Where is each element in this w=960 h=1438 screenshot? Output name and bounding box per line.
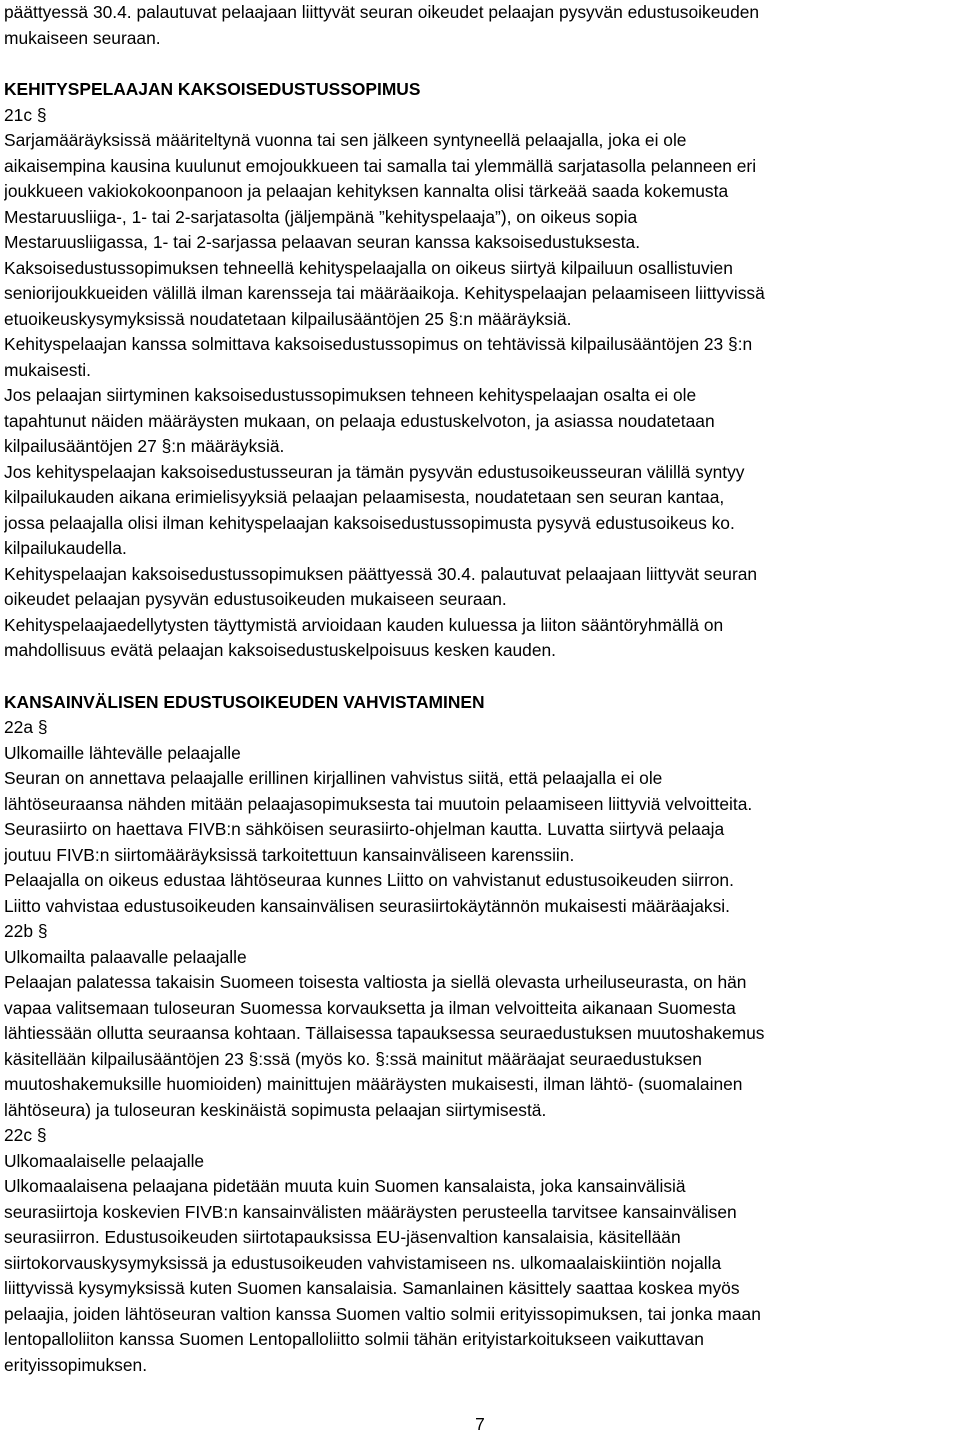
text-line: joutuu FIVB:n siirtomääräyksissä tarkoitettuun kansainväliseen karenssiin. bbox=[4, 844, 575, 865]
text-line: kilpailukaudella. bbox=[4, 538, 127, 558]
text-line: 21c § bbox=[4, 104, 47, 125]
text-line: siirtokorvauskysymyksissä ja edustusoikeuden vahvistamiseen ns. ulkomaalaiskiintiön nojalla bbox=[4, 1252, 722, 1273]
text-line: kilpailukauden aikana erimielisyyksiä pelaajan pelaamisesta, noudatetaan sen seuran kantaa, bbox=[4, 487, 725, 507]
text-line: seniorijoukkueiden välillä ilman karensseja tai määräaikoja. Kehityspelaajan pelaamiseen liittyvissä bbox=[4, 283, 765, 303]
text-line: kilpailusääntöjen 27 §:n määräyksiä. bbox=[4, 436, 285, 456]
text-line: vapaa valitsemaan tuloseuran Suomessa korvauksetta ja ilman velvoitteita aikanaan Suomesta bbox=[4, 997, 736, 1018]
text-line: 22a § bbox=[4, 717, 48, 737]
text-line: pelaajia, joiden lähtöseuran valtion kanssa Suomen valtio solmii erityissopimuksen, tai jonka maan bbox=[4, 1303, 761, 1324]
text-line: seurasiirtoja koskevien FIVB:n kansainvälisten määräysten perusteella tarvitsee kansainvälisen bbox=[4, 1201, 737, 1222]
text-line: Ulkomaalaisena pelaajana pidetään muuta kuin Suomen kansalaista, joka kansainvälisiä bbox=[4, 1176, 686, 1196]
text-line: lähtöseura) ja tuloseuran keskinäistä sopimusta pelaajan siirtymisestä. bbox=[4, 1099, 547, 1120]
section-kehityspelaaja bbox=[4, 77, 960, 664]
text-line: Ulkomailta palaavalle pelaajalle bbox=[4, 946, 247, 967]
text-line: mahdollisuus evätä pelaajan kaksoisedustuskelpoisuus kesken kauden. bbox=[4, 640, 557, 660]
text-line: joukkueen vakiokokoonpanoon ja pelaajan kehityksen kannalta olisi tärkeää saada kokemusta bbox=[4, 181, 729, 201]
text-line: Kehityspelaajan kanssa solmittava kaksoisedustussopimus on tehtävissä kilpailusääntöjen 23 §:n bbox=[4, 334, 753, 354]
text-line: Kehityspelaajan kaksoisedustussopimuksen päättyessä 30.4. palautuvat pelaajaan liittyvät seuran bbox=[4, 563, 758, 584]
text-line: seurasiirron. Edustusoikeuden siirtotapauksissa EU-jäsenvaltion kansalaisia, käsitellään bbox=[4, 1227, 681, 1247]
text-line: Jos pelaajan siirtyminen kaksoisedustussopimuksen tehneen kehityspelaajan osalta ei ole bbox=[4, 385, 697, 405]
text-line: lähtiessään ollutta seuraansa kohtaan. Tällaisessa tapauksessa seuraedustuksen muutoshakemus bbox=[4, 1023, 765, 1043]
text-line: lähtöseuraansa nähden mitään pelaajasopimuksesta tai muutoin pelaamiseen liittyviä velvoitteita. bbox=[4, 793, 753, 814]
text-line: Ulkomaille lähtevälle pelaajalle bbox=[4, 742, 241, 763]
text-line: etuoikeuskysymyksissä noudatetaan kilpailusääntöjen 25 §:n määräyksiä. bbox=[4, 308, 572, 329]
text-line: liittyvissä kysymyksissä kuten Suomen kansalaisia. Samanlainen käsittely saattaa koskea myös bbox=[4, 1278, 740, 1298]
text-line: oikeudet pelaajan pysyvän edustusoikeuden mukaiseen seuraan. bbox=[4, 589, 507, 609]
text-line: Ulkomaalaiselle pelaajalle bbox=[4, 1150, 205, 1171]
page-number: 7 bbox=[475, 1414, 485, 1434]
text-line: muutoshakemuksille huomioiden) mainittujen määräysten mukaisesti, ilman lähtö- (suomalainen bbox=[4, 1074, 743, 1094]
text-line: Seuran on annettava pelaajalle erillinen kirjallinen vahvistus siitä, että pelaajalla ei ole bbox=[4, 768, 663, 788]
text-line: aikaisempina kausina kuulunut emojoukkueen tai samalla tai ylemmällä sarjatasolla pelanneen eri bbox=[4, 155, 757, 176]
text-line: mukaisesti. bbox=[4, 359, 91, 380]
text-line: Mestaruusliiga-, 1- tai 2-sarjatasolta (jäljempänä ”kehityspelaaja”), on oikeus sopia bbox=[4, 206, 638, 227]
text-line: jossa pelaajalla olisi ilman kehityspelaajan kaksoisedustussopimusta pysyvä edustusoikeus ko. bbox=[4, 512, 735, 533]
text-line: Liitto vahvistaa edustusoikeuden kansainvälisen seurasiirtokäytännön mukaisesti määräajaksi. bbox=[4, 895, 730, 916]
text-line: käsitellään kilpailusääntöjen 23 §:ssä (myös ko. §:ssä mainitut määräajat seuraedustuksen bbox=[4, 1048, 702, 1069]
section-heading: KEHITYSPELAAJAN KAKSOISEDUSTUSSOPIMUS bbox=[4, 79, 421, 99]
text-line: päättyessä 30.4. palautuvat pelaajaan liittyvät seuran oikeudet pelaajan pysyvän edustusoikeuden bbox=[4, 2, 760, 22]
paragraph-gap bbox=[4, 51, 960, 77]
text-line: 22b § bbox=[4, 921, 48, 941]
document-body bbox=[4, 0, 960, 1378]
text-line: tapahtunut näiden määräysten mukaan, on pelaaja edustuskelvoton, ja asiassa noudatetaan bbox=[4, 410, 715, 431]
text-line: 22c § bbox=[4, 1125, 47, 1145]
text-line: erityissopimuksen. bbox=[4, 1354, 148, 1375]
section-kansainvalinen bbox=[4, 690, 960, 1379]
text-line: Jos kehityspelaajan kaksoisedustusseuran ja tämän pysyvän edustusoikeusseuran välillä syntyy bbox=[4, 461, 745, 482]
text-line: Kehityspelaajaedellytysten täyttymistä arvioidaan kauden kuluessa ja liiton sääntöryhmällä on bbox=[4, 614, 724, 635]
section-lines bbox=[4, 715, 960, 1378]
text-line: mukaiseen seuraan. bbox=[4, 27, 161, 48]
text-line: Pelaajan palatessa takaisin Suomeen toisesta valtiosta ja siellä olevasta urheiluseurasta, on hän bbox=[4, 972, 747, 992]
section-heading: KANSAINVÄLISEN EDUSTUSOIKEUDEN VAHVISTAMINEN bbox=[4, 691, 485, 712]
text-line: Seurasiirto on haettava FIVB:n sähköisen seurasiirto-ohjelman kautta. Luvatta siirtyvä pelaaja bbox=[4, 819, 725, 839]
paragraph-gap bbox=[4, 664, 960, 690]
section-lines bbox=[4, 103, 960, 664]
text-line: Pelaajalla on oikeus edustaa lähtöseuraa kunnes Liitto on vahvistanut edustusoikeuden siirron. bbox=[4, 870, 734, 890]
text-line: Kaksoisedustussopimuksen tehneellä kehityspelaajalla on oikeus siirtyä kilpailuun osallistuvien bbox=[4, 257, 733, 278]
text-line: lentopalloliiton kanssa Suomen Lentopalloliitto solmii tähän erityistarkoitukseen vaikuttavan bbox=[4, 1329, 704, 1349]
text-line: Mestaruusliigassa, 1- tai 2-sarjassa pelaavan seuran kanssa kaksoisedustuksesta. bbox=[4, 232, 641, 252]
text-line: Sarjamääräyksissä määriteltynä vuonna tai sen jälkeen syntyneellä pelaajalla, joka ei ole bbox=[4, 130, 687, 150]
